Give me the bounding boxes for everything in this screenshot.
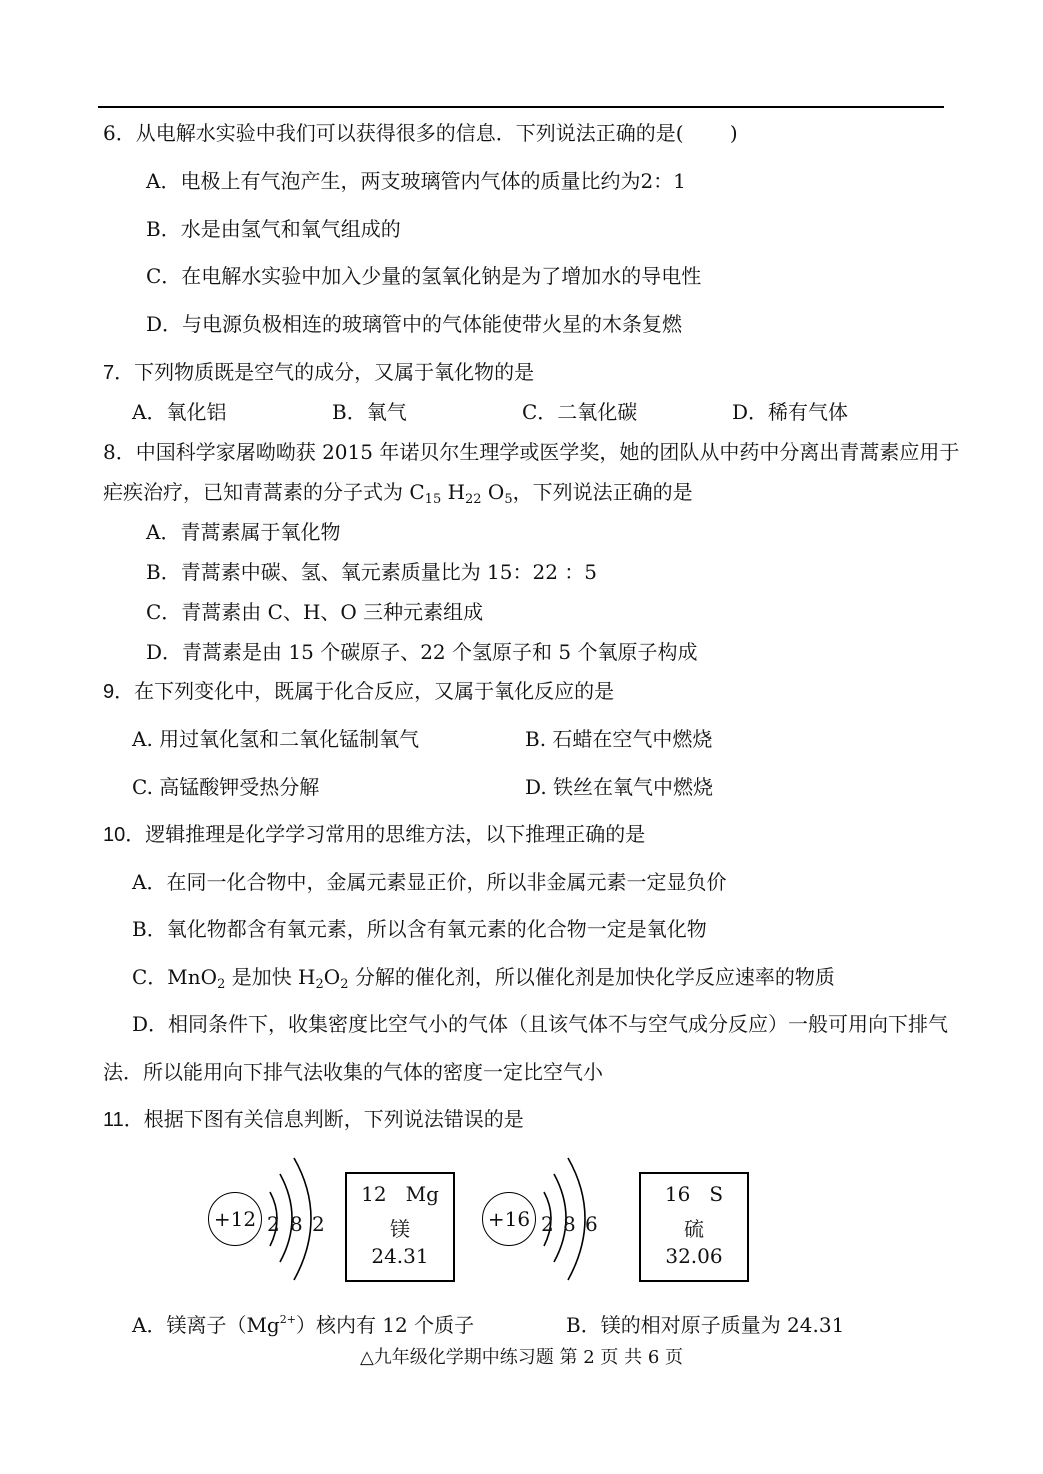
- q11-a-text1: A．镁离子（Mg: [132, 1313, 280, 1337]
- s-nucleus: +16: [482, 1192, 536, 1246]
- s-number-symbol: [641, 1182, 747, 1206]
- s-shell-2: 8: [563, 1212, 576, 1236]
- q6-option-c: C．在电解水实验中加入少量的氢氧化钠是为了增加水的导电性: [146, 264, 702, 288]
- q8-o: O: [481, 480, 505, 504]
- q8-option-b: B．青蒿素中碳、氢、氧元素质量比为 15：22 ：5: [146, 560, 598, 584]
- q11-number: 11: [103, 1109, 124, 1131]
- q8-line2-text: 疟疾治疗，已知青蒿素的分子式为 C: [103, 480, 425, 504]
- q6-option-a: A．电极上有气泡产生，两支玻璃管内气体的质量比约为2：1: [146, 169, 686, 193]
- header-rule: [98, 106, 944, 108]
- q9-option-b: B. 石蜡在空气中燃烧: [525, 727, 713, 751]
- q7-number: 7: [103, 362, 115, 384]
- q6-stem: 6．从电解水实验中我们可以获得很多的信息．下列说法正确的是( ): [103, 121, 738, 145]
- q9-text: ．在下列变化中，既属于化合反应，又属于氧化反应的是: [114, 679, 615, 703]
- mg-shell-3: 2: [312, 1212, 325, 1236]
- q11-stem: [103, 1106, 524, 1133]
- q11-text: ．根据下图有关信息判断，下列说法错误的是: [123, 1107, 524, 1131]
- q11-a-charge: 2+: [279, 1313, 296, 1326]
- q7-option-b: B．氧气: [332, 400, 407, 424]
- mg-shell-2: 8: [290, 1212, 303, 1236]
- s-element-box: [639, 1172, 749, 1282]
- q7-option-a: A．氧化铝: [132, 400, 227, 424]
- s-shell-1: 2: [541, 1212, 554, 1236]
- q11-a-text2: ）核内有 12 个质子: [295, 1313, 475, 1337]
- q8-line2-end: ，下列说法正确的是: [512, 480, 693, 504]
- page-footer: △九年级化学期中练习题 第 2 页 共 6 页: [359, 1347, 684, 1368]
- q10-c-text2: 是加快 H: [225, 965, 316, 989]
- q10-c-text4: 分解的催化剂，所以催化剂是加快化学反应速率的物质: [348, 965, 835, 989]
- q8-h: H: [441, 480, 466, 504]
- q8-option-a: A．青蒿素属于氧化物: [146, 520, 341, 544]
- q10-c-text3: O: [323, 965, 341, 989]
- mg-nucleus: +12: [208, 1192, 262, 1246]
- q9-option-d: D. 铁丝在氧气中燃烧: [525, 775, 714, 799]
- mg-atomic-number: 12: [361, 1182, 387, 1206]
- q9-option-a: A. 用过氧化氢和二氧化锰制氧气: [132, 727, 420, 751]
- q10-c-text1: C．MnO: [132, 965, 218, 989]
- mg-atom-diagram: [208, 1150, 328, 1286]
- q7-option-d: D．稀有气体: [732, 400, 849, 424]
- q8-option-d: D．青蒿素是由 15 个碳原子、22 个氢原子和 5 个氧原子构成: [146, 640, 698, 664]
- q8-sub-o: 5: [504, 492, 513, 507]
- q9-number: 9: [103, 681, 115, 703]
- q8-stem-line2: [103, 479, 693, 505]
- s-mass: 32.06: [665, 1244, 723, 1268]
- mg-mass: 24.31: [371, 1244, 429, 1268]
- s-symbol: S: [709, 1182, 724, 1206]
- q9-stem: [103, 678, 614, 705]
- q8-stem-line1: 8．中国科学家屠呦呦获 2015 年诺贝尔生理学或医学奖，她的团队从中药中分离出青蒿素应用于: [103, 440, 960, 464]
- q7-option-c: C．二氧化碳: [522, 400, 638, 424]
- q11-option-a: [132, 1312, 474, 1338]
- q10-option-c: [132, 964, 835, 990]
- q10-option-b: B．氧化物都含有氧元素，所以含有氧元素的化合物一定是氧化物: [132, 917, 707, 941]
- q6-option-d: D．与电源负极相连的玻璃管中的气体能使带火星的木条复燃: [146, 312, 683, 336]
- mg-name: 镁: [390, 1217, 410, 1241]
- q10-c-sub3: 2: [340, 977, 349, 992]
- mg-symbol: Mg: [405, 1182, 439, 1206]
- q10-option-d-line1: D．相同条件下，收集密度比空气小的气体（且该气体不与空气成分反应）一般可用向下排气: [132, 1012, 949, 1036]
- q6-option-b: B．水是由氢气和氧气组成的: [146, 217, 401, 241]
- s-shell-3: 6: [585, 1212, 598, 1236]
- q10-c-sub2: 2: [315, 977, 324, 992]
- q10-c-sub1: 2: [217, 977, 226, 992]
- q8-sub-h: 22: [465, 492, 482, 507]
- q9-option-c: C. 高锰酸钾受热分解: [132, 775, 320, 799]
- q10-option-d-line2: 法．所以能用向下排气法收集的气体的密度一定比空气小: [103, 1060, 603, 1084]
- q11-option-b: B．镁的相对原子质量为 24.31: [566, 1313, 845, 1337]
- q10-option-a: A．在同一化合物中，金属元素显正价，所以非金属元素一定显负价: [132, 870, 727, 894]
- s-atomic-number: 16: [664, 1182, 691, 1206]
- q8-option-c: C．青蒿素由 C、H、O 三种元素组成: [146, 600, 484, 624]
- mg-shell-1: 2: [267, 1212, 280, 1236]
- q10-text: ．逻辑推理是化学学习常用的思维方法，以下推理正确的是: [125, 822, 646, 846]
- mg-number-symbol: [347, 1182, 453, 1206]
- s-name: 硫: [684, 1217, 704, 1241]
- q8-sub-c: 15: [424, 492, 442, 507]
- q10-stem: [103, 821, 645, 848]
- s-atom-diagram: [482, 1150, 602, 1286]
- q10-number: 10: [103, 824, 126, 846]
- q7-stem: [103, 359, 534, 386]
- mg-element-box: [345, 1172, 455, 1282]
- q7-text: ．下列物质既是空气的成分，又属于氧化物的是: [114, 360, 535, 384]
